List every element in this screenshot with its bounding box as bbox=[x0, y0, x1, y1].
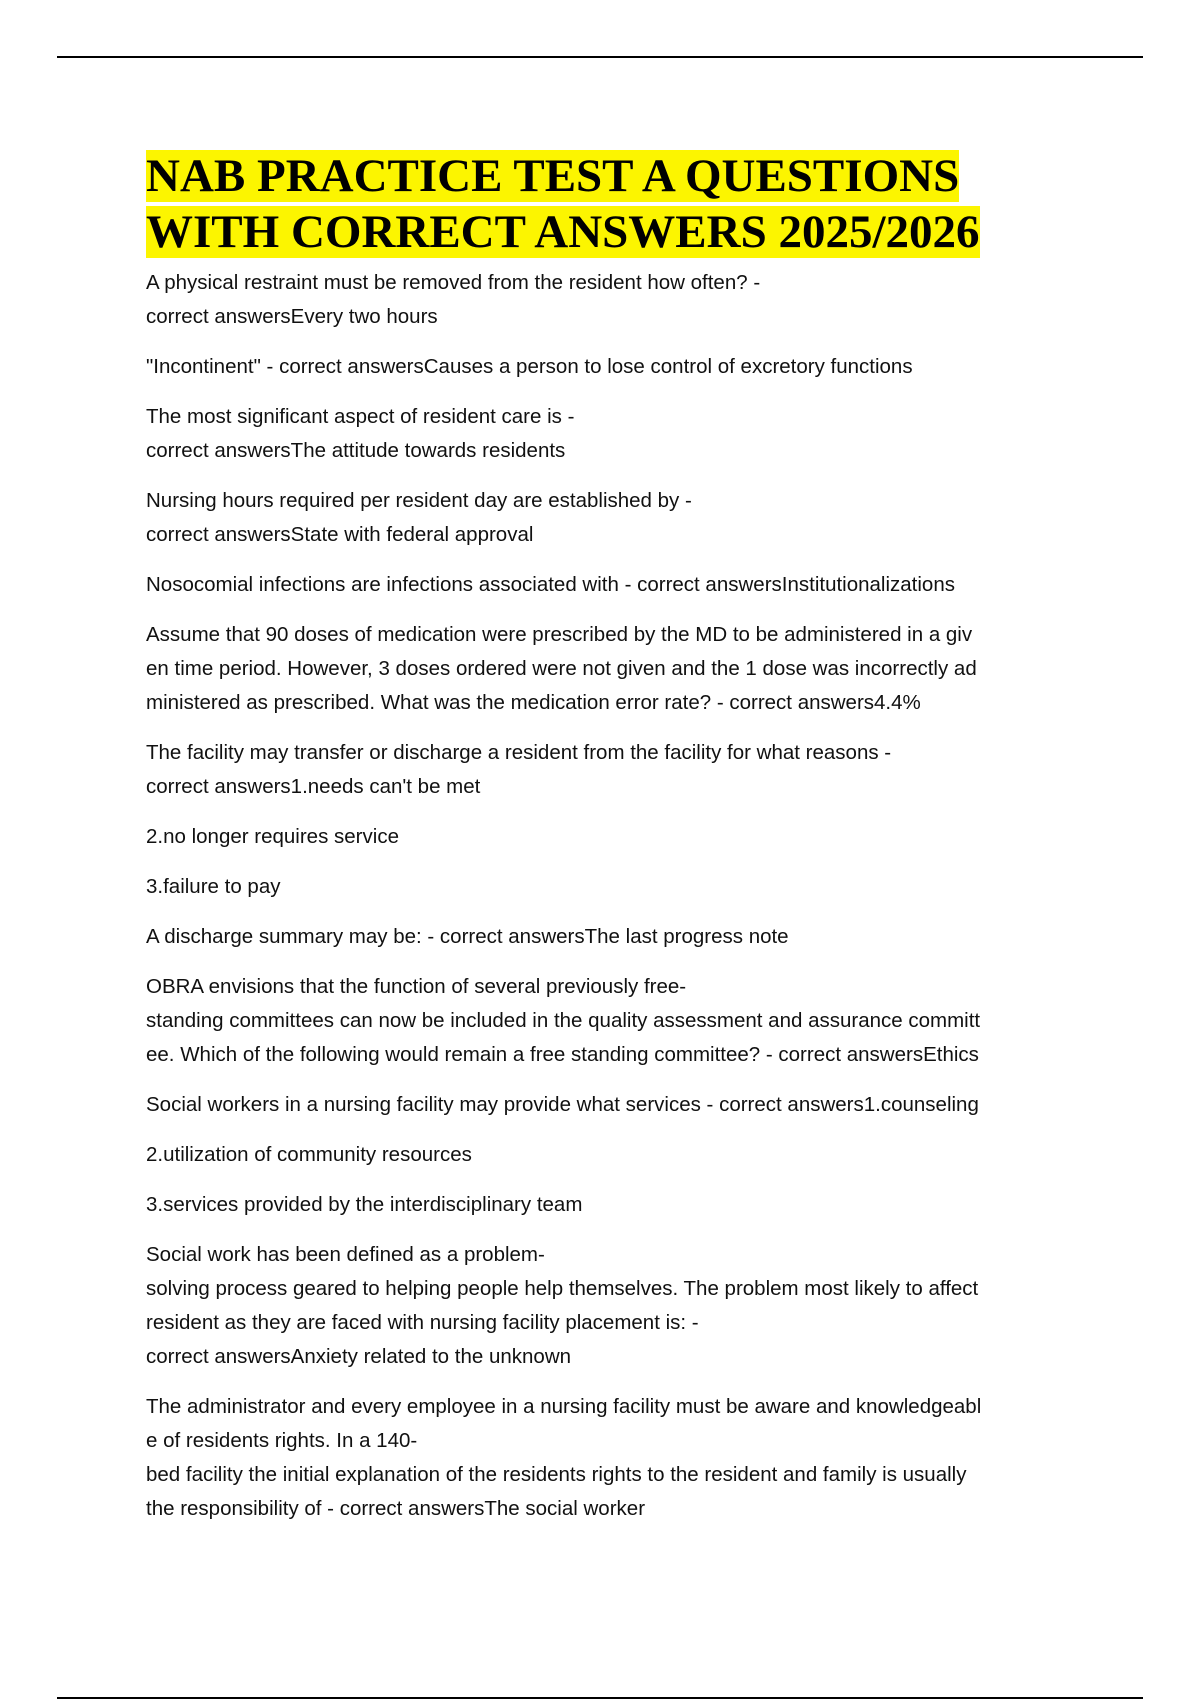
qa-paragraph: The most significant aspect of resident care is - correct answersThe attitude towards residents bbox=[146, 405, 575, 462]
footer-rule bbox=[57, 1697, 1143, 1699]
title-line-2: WITH CORRECT ANSWERS 2025/2026 bbox=[146, 206, 980, 258]
qa-paragraph: Nosocomial infections are infections associated with - correct answersInstitutionalizations bbox=[146, 573, 955, 596]
qa-paragraph: The facility may transfer or discharge a resident from the facility for what reasons - correct answers1.needs can't be met bbox=[146, 741, 892, 798]
qa-paragraph: 3.services provided by the interdisciplinary team bbox=[146, 1193, 583, 1216]
qa-paragraph: OBRA envisions that the function of several previously free- standing committees can now be included in the quality assessment and assurance committ ee. Which of the following would remain a free standing committee? - correct answersEthics bbox=[146, 975, 981, 1066]
qa-paragraph: "Incontinent" - correct answersCauses a person to lose control of excretory functions bbox=[146, 355, 913, 378]
qa-paragraph: Nursing hours required per resident day are established by - correct answersState with federal approval bbox=[146, 489, 692, 546]
document-title bbox=[146, 148, 1066, 260]
qa-paragraph: The administrator and every employee in a nursing facility must be aware and knowledgeabl e of residents rights. In a 140- bed facility the initial explanation of the residents rights to the resident and family is usually the responsibility of - correct answersThe social worker bbox=[146, 1395, 982, 1520]
qa-paragraph: Assume that 90 doses of medication were prescribed by the MD to be administered in a giv en time period. However, 3 doses ordered were not given and the 1 dose was incorrectly ad ministered as prescribed. What was the medication error rate? - correct answers4.4% bbox=[146, 623, 977, 714]
qa-paragraph: A discharge summary may be: - correct answersThe last progress note bbox=[146, 925, 789, 948]
qa-paragraph: A physical restraint must be removed from the resident how often? - correct answersEvery two hours bbox=[146, 271, 761, 328]
header-rule bbox=[57, 56, 1143, 58]
qa-paragraph: 2.utilization of community resources bbox=[146, 1143, 472, 1166]
title-line-1: NAB PRACTICE TEST A QUESTIONS bbox=[146, 150, 960, 202]
qa-paragraph: Social workers in a nursing facility may provide what services - correct answers1.counseling bbox=[146, 1093, 979, 1116]
document-body bbox=[146, 148, 1066, 1542]
qa-paragraph: Social work has been defined as a problem- solving process geared to helping people help themselves. The problem most likely to affect resident as they are faced with nursing facility placement is: - correct answersAnxiety related to the unknown bbox=[146, 1243, 979, 1368]
qa-paragraph: 3.failure to pay bbox=[146, 875, 281, 898]
qa-paragraph: 2.no longer requires service bbox=[146, 825, 399, 848]
